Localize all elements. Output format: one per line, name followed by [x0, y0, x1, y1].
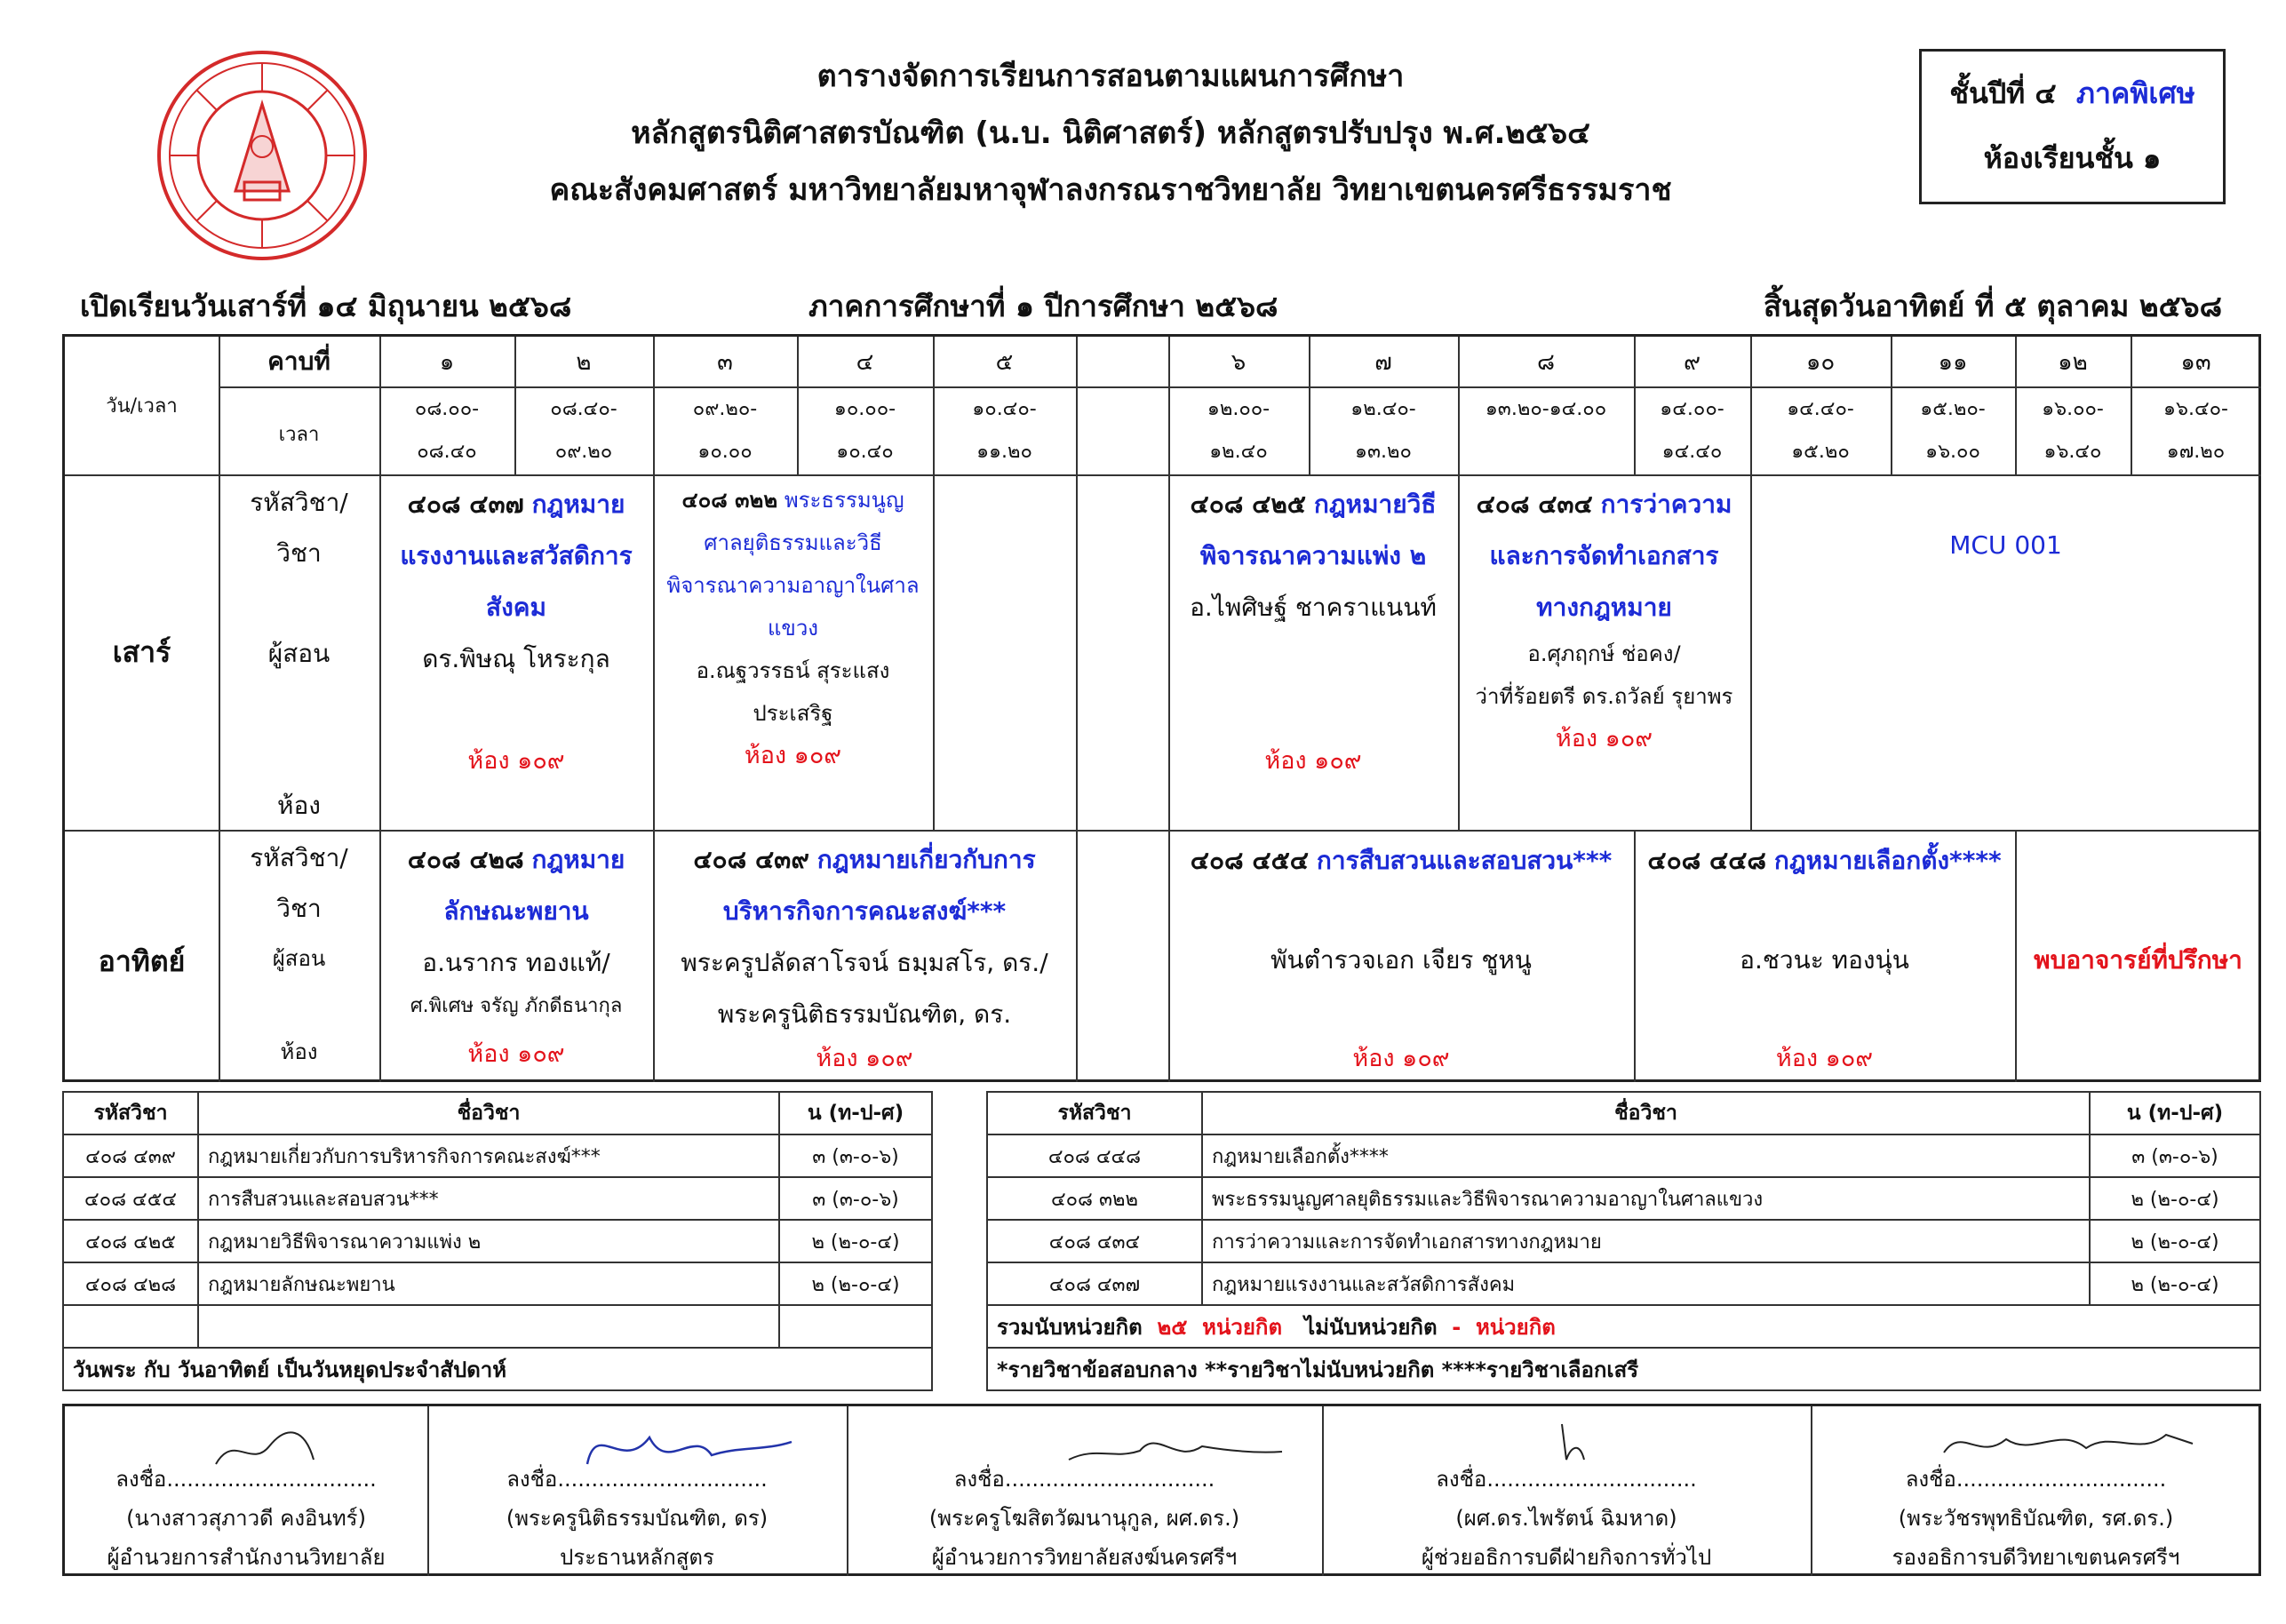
period-number: ๖	[1231, 349, 1247, 376]
class-year: ชั้นปีที่ ๔	[1949, 76, 2057, 110]
grid-line	[65, 830, 2261, 832]
signature-2: ลงชื่อ............................... (พระครูนิติธรรมบัณฑิต, ดร) ประธานหลักสูตร	[427, 1406, 847, 1579]
col-header: ชื่อวิชา	[198, 1092, 779, 1134]
course-sat-5: MCU 001	[1949, 530, 2062, 560]
period-time: ๑๓.๒๐-๑๔.๐๐	[1485, 398, 1607, 420]
signature-5: ลงชื่อ............................... (พระวัชรพุทธิบัณฑิต, รศ.ดร.) รองอธิการบดีวิทยาเขตนครศรีฯ	[1811, 1406, 2261, 1579]
course-sat-2: ๔๐๘ ๓๒๒ พระธรรมนูญ ศาลยุติธรรมและวิธี พิจารณาความอาญาในศาล แขวง อ.ณฐวรรธน์ สุระแสง ประเสริฐ ห้อง ๑๐๙	[666, 488, 920, 769]
period-number: ๑	[439, 349, 455, 376]
period-number: ๑๒	[2058, 349, 2088, 376]
time-label: เวลา	[278, 424, 320, 446]
advisor-note: พบอาจารย์ที่ปรึกษา	[2034, 945, 2242, 975]
period-time: ๑๔.๔๐- ๑๕.๒๐	[1787, 398, 1854, 463]
col-header: ชื่อวิชา	[1202, 1092, 2090, 1134]
row-label-room: ห้อง	[280, 1039, 318, 1064]
course-sun-3: ๔๐๘ ๔๕๔ การสืบสวนและสอบสวน***	[1190, 846, 1613, 875]
period-time: ๑๐.๔๐- ๑๑.๒๐	[972, 398, 1037, 463]
handwritten-signature	[1544, 1420, 1597, 1473]
period-number: ๕	[995, 349, 1014, 376]
course-sun-1: ๔๐๘ ๔๒๘ กฎหมาย ลักษณะพยาน อ.นรากร ทองแท้/	[407, 845, 625, 977]
row-label-teacher: ผู้สอน	[272, 946, 326, 971]
table-row: ๔๐๘ ๔๓๗ กฎหมายแรงงานและสวัสดิการสังคม ๒ (๒-๐-๔)	[987, 1262, 2260, 1305]
end-date: สิ้นสุดวันอาทิตย์ ที่ ๕ ตุลาคม ๒๕๖๘	[1764, 289, 2223, 323]
teacher-sun-1b: ศ.พิเศษ จรัญ ภักดีธนากุล	[410, 995, 623, 1017]
period-number: ๑๐	[1805, 349, 1836, 376]
period-number: ๙	[1683, 349, 1701, 376]
period-time: ๐๘.๔๐- ๐๙.๒๐	[550, 398, 617, 463]
class-box	[1919, 49, 2226, 204]
room-sun-1: ห้อง ๑๐๙	[467, 1040, 565, 1068]
schedule-grid	[62, 334, 2261, 1082]
day-sunday: อาทิตย์	[98, 944, 186, 978]
teacher-sun-3: พันตำรวจเอก เจียร ชูหนู	[1270, 945, 1532, 975]
period-number: ๓	[717, 349, 733, 376]
row-label-code: รหัสวิชา/	[250, 843, 348, 872]
row-label-code: รหัสวิชา/	[250, 488, 348, 517]
row-label-room: ห้อง	[277, 791, 321, 820]
period-time: ๑๐.๐๐- ๑๐.๔๐	[833, 398, 896, 463]
room-sat-3: ห้อง ๑๐๙	[1264, 747, 1362, 775]
course-sun-2: ๔๐๘ ๔๓๙ กฎหมายเกี่ยวกับการ บริหารกิจการคณะสงฆ์*** พระครูปลัดสาโรจน์ ธมฺมสโร, ดร./ พระครูนิติธรรมบัณฑิต, ดร.	[681, 845, 1048, 1029]
grid-line	[65, 474, 2261, 476]
course-list-right	[986, 1091, 2261, 1391]
faculty-title: คณะสังคมศาสตร์ มหาวิทยาลัยมหาจุฬาลงกรณราชวิทยาลัย วิทยาเขตนครศรีธรรมราช	[549, 172, 1672, 208]
class-program: ภาคพิเศษ	[2075, 76, 2195, 110]
handwritten-signature	[207, 1424, 323, 1477]
period-number: ๗	[1374, 349, 1392, 376]
period-time: ๑๕.๒๐- ๑๖.๐๐	[1920, 398, 1986, 463]
period-time: ๑๖.๔๐- ๑๗.๒๐	[2163, 398, 2228, 463]
period-time: ๑๒.๐๐- ๑๒.๔๐	[1207, 398, 1270, 463]
period-number: ๘	[1536, 349, 1556, 376]
handwritten-signature	[1060, 1420, 1291, 1473]
handwritten-signature	[1935, 1417, 2202, 1470]
credit-total: รวมนับหน่วยกิต ๒๕ หน่วยกิต ไม่นับหน่วยกิต - หน่วยกิต	[987, 1305, 2260, 1348]
period-time: ๑๒.๔๐- ๑๓.๒๐	[1350, 398, 1416, 463]
table-row: ๔๐๘ ๔๕๔ การสืบสวนและสอบสวน*** ๓ (๓-๐-๖)	[63, 1177, 932, 1220]
course-list-left	[62, 1091, 933, 1391]
start-date: เปิดเรียนวันเสาร์ที่ ๑๔ มิถุนายน ๒๕๖๘	[80, 289, 572, 323]
teacher-sun-4: อ.ชวนะ ทองนุ่น	[1740, 945, 1909, 975]
period-time: ๑๖.๐๐- ๑๖.๔๐	[2042, 398, 2104, 463]
table-row	[63, 1305, 932, 1348]
room-sat-1: ห้อง ๑๐๙	[467, 747, 565, 775]
room-sun-3: ห้อง ๑๐๙	[1352, 1045, 1450, 1072]
signature-3: ลงชื่อ............................... (พระครูโฆสิตวัฒนานุกูล, ผศ.ดร.) ผู้อำนวยการวิทยาลัยสงฆ์นครศรีฯ	[847, 1406, 1322, 1579]
course-sat-1: ๔๐๘ ๔๓๗ กฎหมาย แรงงานและสวัสดิการ สังคม ดร.พิษณุ โหระกุล	[400, 490, 633, 673]
table-row: ๔๐๘ ๔๓๔ การว่าความและการจัดทำเอกสารทางกฎหมาย ๒ (๒-๐-๔)	[987, 1220, 2260, 1262]
table-row: ๔๐๘ ๔๓๙ กฎหมายเกี่ยวกับการบริหารกิจการคณะสงฆ์*** ๓ (๓-๐-๖)	[63, 1134, 932, 1177]
col-header: รหัสวิชา	[63, 1092, 198, 1134]
row-label-subject: วิชา	[276, 894, 322, 923]
day-saturday: เสาร์	[112, 635, 171, 669]
course-sun-4: ๔๐๘ ๔๔๘ กฎหมายเลือกตั้ง****	[1647, 846, 2002, 875]
university-seal	[155, 49, 369, 262]
col-header: น (ท-ป-ศ)	[2090, 1092, 2260, 1134]
doc-title: ตารางจัดการเรียนการสอนตามแผนการศึกษา	[816, 59, 1405, 94]
period-number: ๔	[856, 349, 874, 376]
row-label-subject: วิชา	[276, 538, 322, 568]
col-header: รหัสวิชา	[987, 1092, 1202, 1134]
period-number: ๑๑	[1938, 349, 1968, 376]
term-label: ภาคการศึกษาที่ ๑ ปีการศึกษา ๒๕๖๘	[808, 289, 1278, 323]
room-sun-2: ห้อง ๑๐๙	[816, 1045, 913, 1072]
period-label: คาบที่	[267, 346, 331, 376]
table-row: ๔๐๘ ๔๒๘ กฎหมายลักษณะพยาน ๒ (๒-๐-๔)	[63, 1262, 932, 1305]
period-number: ๑๓	[2180, 349, 2211, 376]
room-sun-4: ห้อง ๑๐๙	[1775, 1045, 1874, 1072]
curriculum-title: หลักสูตรนิติศาสตรบัณฑิต (น.บ. นิติศาสตร์) หลักสูตรปรับปรุง พ.ศ.๒๕๖๔	[631, 115, 1590, 151]
footnote: *รายวิชาข้อสอบกลาง **รายวิชาไม่นับหน่วยกิต ****รายวิชาเลือกเสรี	[987, 1348, 2260, 1390]
corner-label: วัน/เวลา	[106, 395, 178, 418]
col-header: น (ท-ป-ศ)	[779, 1092, 932, 1134]
table-row: ๔๐๘ ๔๔๘ กฎหมายเลือกตั้ง**** ๓ (๓-๐-๖)	[987, 1134, 2260, 1177]
row-label-teacher: ผู้สอน	[267, 639, 331, 668]
period-time: ๐๙.๒๐- ๑๐.๐๐	[692, 398, 758, 463]
course-sat-4: ๔๐๘ ๔๓๔ การว่าความ และการจัดทำเอกสาร ทางกฎหมาย	[1476, 490, 1732, 622]
table-row: ๔๐๘ ๔๒๕ กฎหมายวิธีพิจารณาความแพ่ง ๒ ๒ (๒-๐-๔)	[63, 1220, 932, 1262]
signature-block	[62, 1404, 2261, 1576]
handwritten-signature	[570, 1420, 800, 1473]
holiday-note: วันพระ กับ วันอาทิตย์ เป็นวันหยุดประจำสัปดาห์	[63, 1348, 932, 1390]
course-sat-3: ๔๐๘ ๔๒๕ กฎหมายวิธี พิจารณาความแพ่ง ๒ อ.ไพศิษฐ์ ชาคราแนนท์	[1190, 490, 1437, 622]
teacher-sat-4: อ.ศุภฤกษ์ ช่อคง/ ว่าที่ร้อยตรี ดร.ถวัลย์ รุยาพร ห้อง ๑๐๙	[1475, 641, 1733, 752]
grid-line	[1076, 337, 1078, 1082]
table-row: ๔๐๘ ๓๒๒ พระธรรมนูญศาลยุติธรรมและวิธีพิจารณาความอาญาในศาลแขวง ๒ (๒-๐-๔)	[987, 1177, 2260, 1220]
signature-4: ลงชื่อ............................... (ผศ.ดร.ไพรัตน์ ฉิมหาด) ผู้ช่วยอธิการบดีฝ่ายกิจการทั่วไป	[1322, 1406, 1811, 1579]
period-time: ๑๔.๐๐- ๑๔.๔๐	[1660, 398, 1724, 463]
signature-1: ลงชื่อ............................... (นางสาวสุภาวดี คงอินทร์) ผู้อำนวยการสำนักงานวิทยาลัย	[65, 1406, 427, 1579]
class-room: ห้องเรียนชั้น ๑	[1983, 141, 2162, 175]
period-number: ๒	[576, 349, 592, 376]
period-time: ๐๘.๐๐- ๐๘.๔๐	[414, 398, 480, 463]
